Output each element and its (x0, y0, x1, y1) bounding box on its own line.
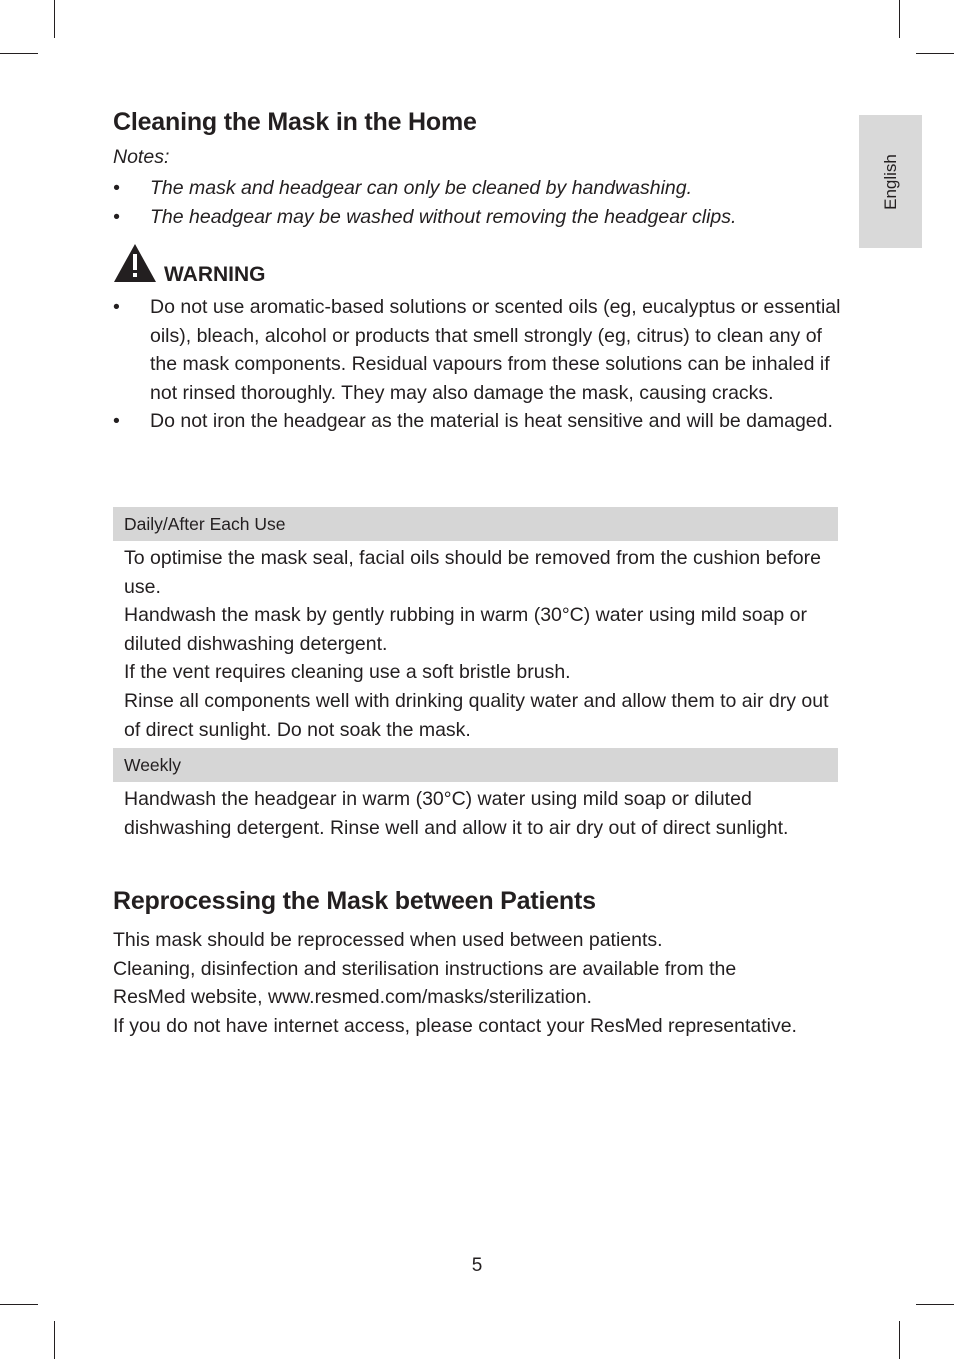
bullet: • (113, 296, 120, 318)
list-item (113, 203, 838, 232)
note-text: The headgear may be washed without removing the headgear clips. (150, 205, 737, 228)
table-line: If the vent requires cleaning use a soft bristle brush. (124, 661, 571, 684)
table-line: Handwash the mask by gently rubbing in warm (30°C) water using mild soap or diluted dishwashing detergent. (124, 604, 808, 655)
language-tab-label: English (880, 153, 900, 210)
section-title-reprocessing: Reprocessing the Mask between Patients (113, 887, 596, 915)
warning-list (113, 293, 843, 436)
cleaning-table-weekly (113, 748, 838, 842)
bullet: • (113, 410, 120, 433)
table-line: To optimise the mask seal, facial oils should be removed from the cushion before use. (124, 547, 821, 598)
notes-list (113, 174, 838, 231)
table-line: Rinse all components well with drinking quality water and allow them to air dry out of direct sunlight. Do not soak the mask. (124, 689, 829, 741)
crop-mark (899, 1321, 900, 1359)
cleaning-table-daily (113, 507, 838, 744)
section-title-cleaning: Cleaning the Mask in the Home (113, 108, 477, 136)
bullet: • (113, 205, 120, 228)
table-body-weekly (113, 782, 838, 842)
reprocessing-text (113, 926, 813, 1040)
table-body-daily (113, 541, 838, 744)
crop-mark (54, 0, 55, 38)
crop-mark (0, 1304, 38, 1305)
warning-triangle-icon (113, 243, 157, 283)
paragraph-line: If you do not have internet access, please contact your ResMed representative. (113, 1014, 797, 1037)
notes-label: Notes: (113, 146, 170, 168)
warning-label: WARNING (164, 263, 266, 286)
crop-mark (0, 53, 38, 54)
page-number: 5 (471, 1255, 483, 1276)
list-item (113, 407, 843, 436)
list-item (113, 293, 843, 407)
table-header-daily: Daily/After Each Use (113, 507, 838, 541)
table-header-weekly: Weekly (113, 748, 838, 782)
language-tab (859, 115, 922, 248)
paragraph-line: This mask should be reprocessed when used between patients. (113, 929, 663, 951)
warning-text: Do not use aromatic-based solutions or scented oils (eg, eucalyptus or essential oils), bleach, alcohol or products that smell strongly (eg, citrus) to clean any of the mask components. Residual vapours from these solutions can be inhaled if not rinsed thoroughly. They may also damage the mask, causing cracks. (150, 296, 841, 404)
crop-mark (916, 53, 954, 54)
crop-mark (899, 0, 900, 38)
warning-text: Do not iron the headgear as the material is heat sensitive and will be damaged. (150, 410, 833, 433)
crop-mark (916, 1304, 954, 1305)
bullet: • (113, 177, 120, 199)
crop-mark (54, 1321, 55, 1359)
paragraph-line: Cleaning, disinfection and sterilisation instructions are available from the ResMed website, www.resmed.com/masks/sterilization. (113, 957, 737, 1009)
list-item (113, 174, 838, 203)
note-text: The mask and headgear can only be cleaned by handwashing. (150, 177, 693, 199)
table-line: Handwash the headgear in warm (30°C) water using mild soap or diluted dishwashing detergent. Rinse well and allow it to air dry out of direct sunlight. (124, 788, 789, 839)
